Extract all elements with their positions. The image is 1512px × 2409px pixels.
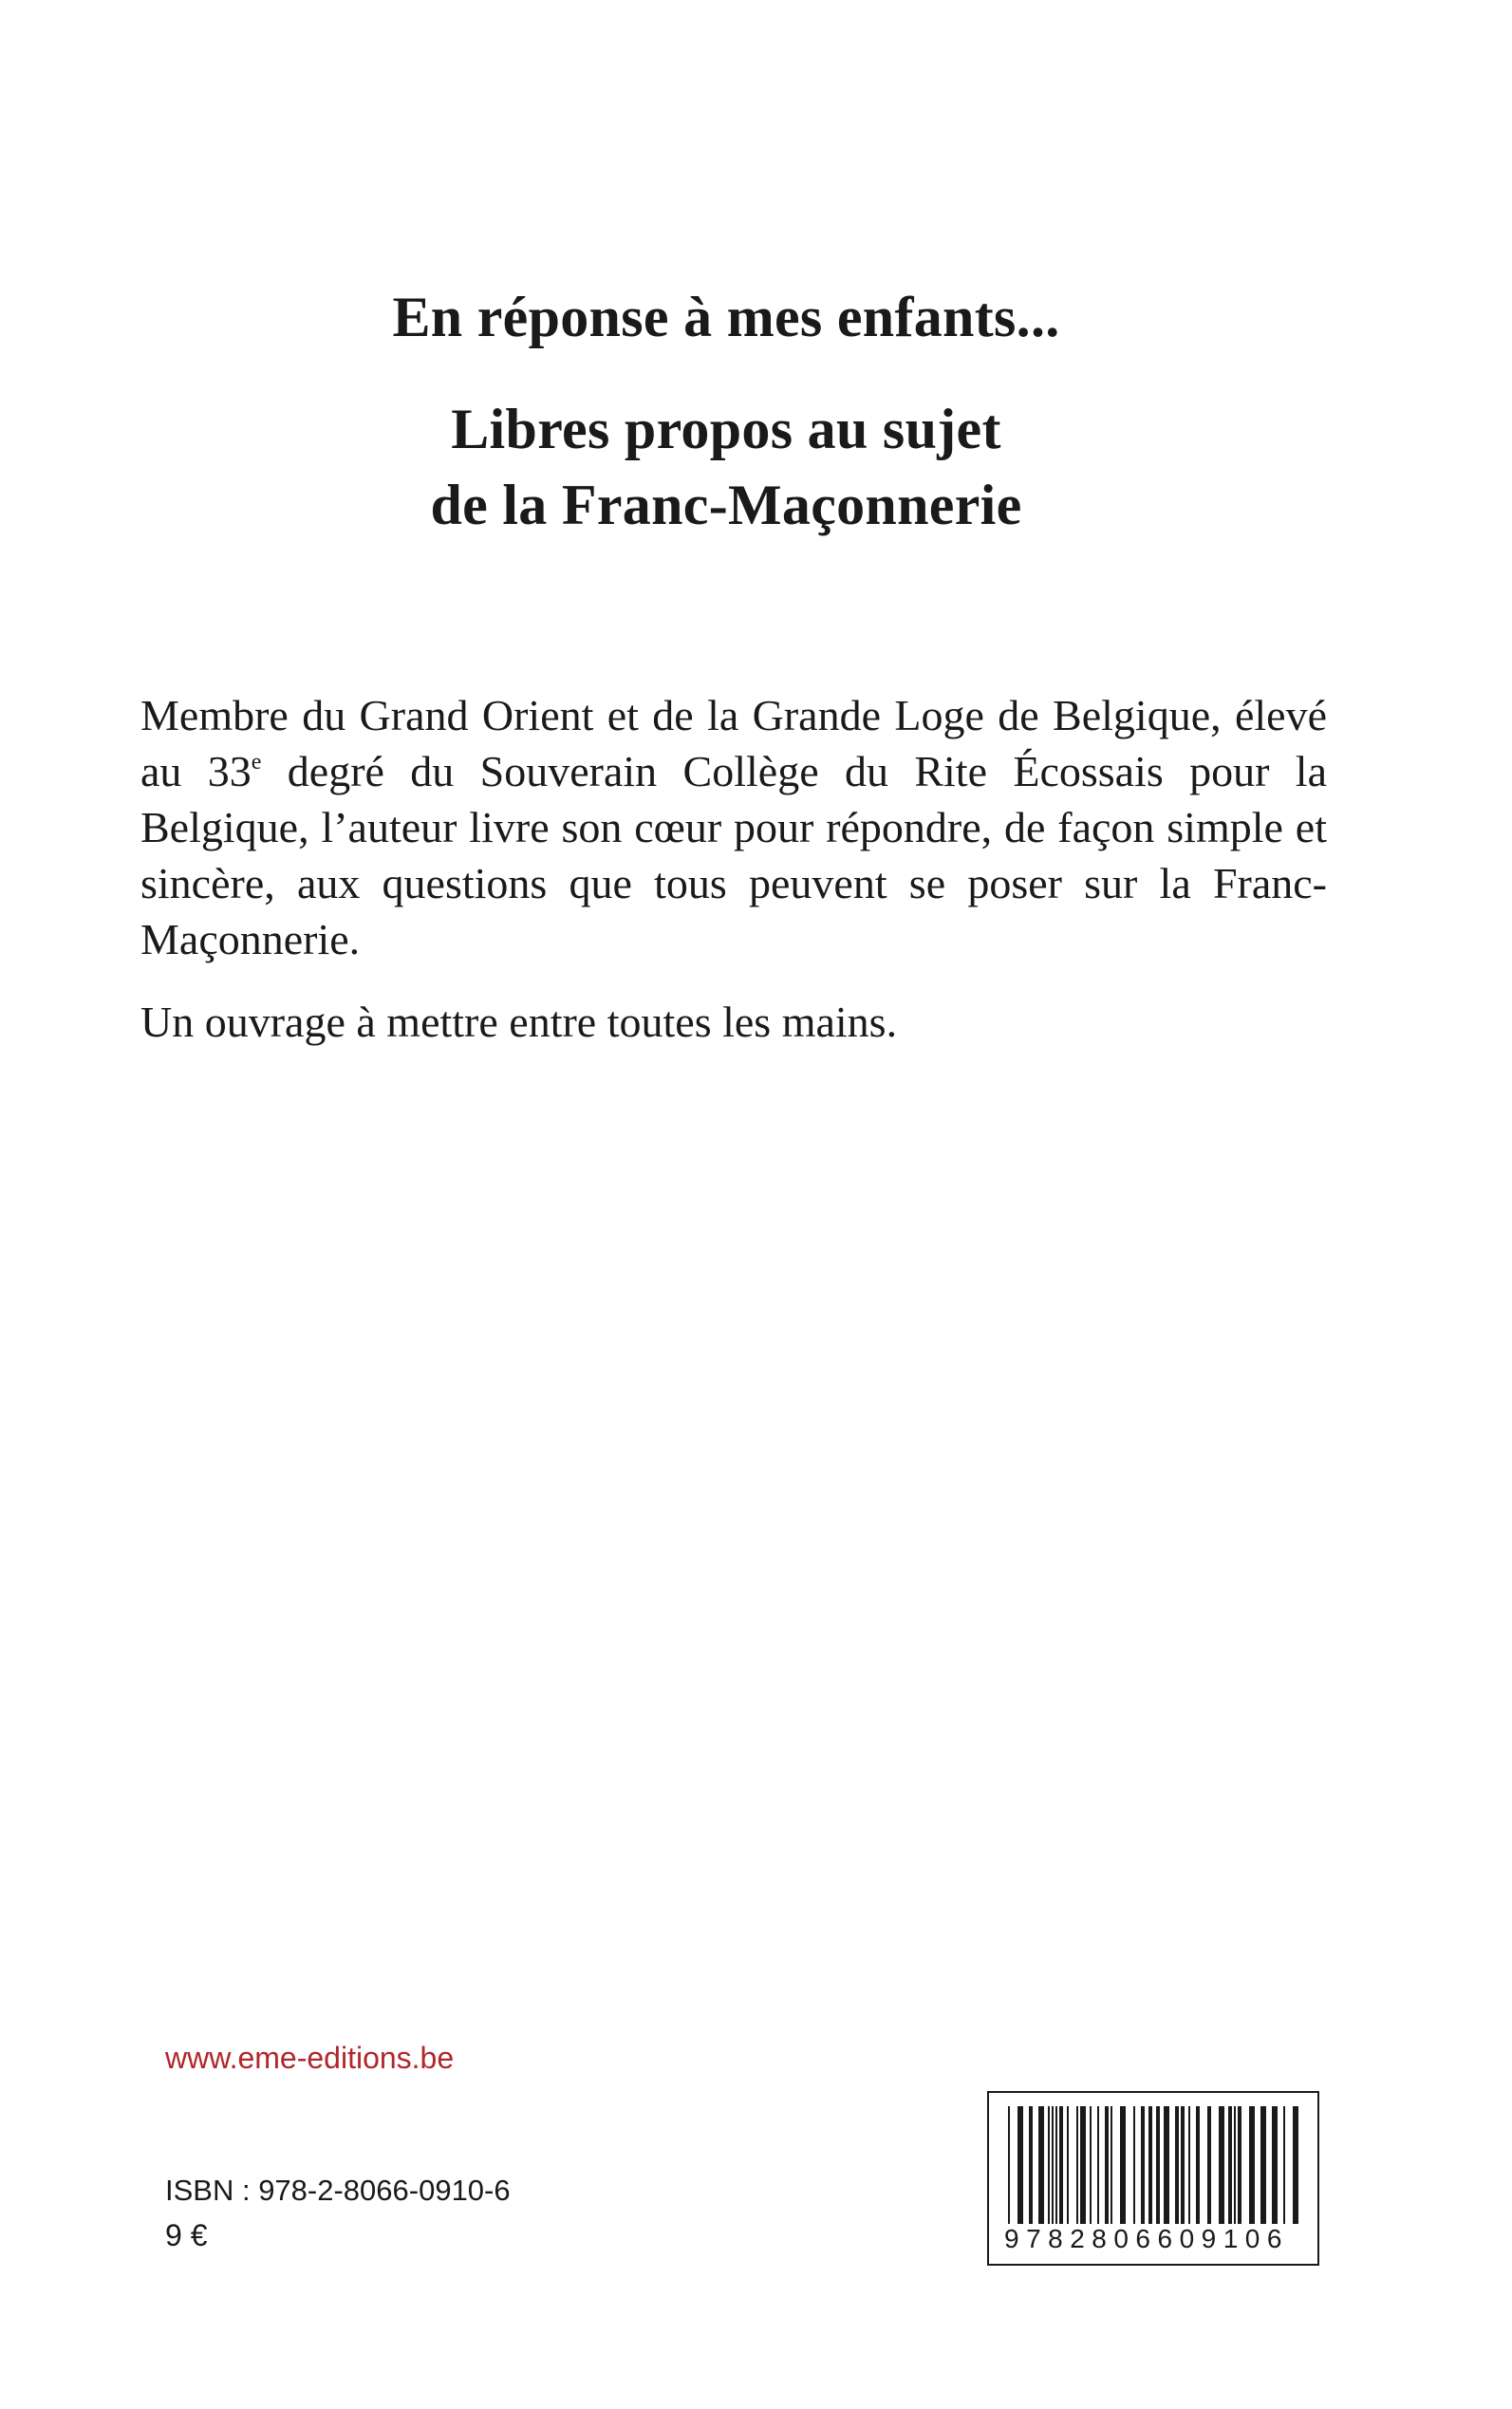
barcode-bar (1141, 2106, 1145, 2224)
barcode-bar (1181, 2106, 1185, 2224)
title-line-2: Libres propos au sujet (451, 398, 1001, 460)
barcode-bar (1017, 2106, 1023, 2224)
barcode-digits: 9782806609106 (1004, 2224, 1289, 2253)
barcode (987, 2091, 1319, 2266)
blurb-text-start: Membre du Grand Orient et de la Grande Loge de Belgique, élevé au 33 (140, 691, 1327, 795)
title-line-3: de la Franc-Maçonnerie (430, 474, 1022, 536)
barcode-bar (1090, 2106, 1092, 2224)
barcode-bar (1048, 2106, 1050, 2224)
barcode-bar (1029, 2106, 1033, 2224)
barcode-bar (1059, 2106, 1063, 2224)
barcode-bar (1133, 2106, 1135, 2224)
barcode-bar (1249, 2106, 1255, 2224)
barcode-bar (1175, 2106, 1179, 2224)
barcode-bar (1111, 2106, 1112, 2224)
barcode-bar (1293, 2106, 1298, 2224)
barcode-bar (1080, 2106, 1086, 2224)
barcode-bar (1052, 2106, 1054, 2224)
barcode-bar (1188, 2106, 1190, 2224)
barcode-bar (1055, 2106, 1057, 2224)
barcode-bar (1196, 2106, 1200, 2224)
barcode-bar (1260, 2106, 1266, 2224)
barcode-bar (1164, 2106, 1169, 2224)
barcode-bar (1228, 2106, 1232, 2224)
barcode-bar (1008, 2106, 1010, 2224)
barcode-bar (1148, 2106, 1152, 2224)
blurb-text-end: degré du Souverain Collège du Rite Écossais pour la Belgique, l’auteur livre son cœur pour répondre, de façon simple et sincère, aux questions que tous peuvent se poser sur la Franc-Maçonnerie. (140, 747, 1327, 963)
barcode-bar (1156, 2106, 1160, 2224)
barcode-bar (1067, 2106, 1069, 2224)
barcode-bar (1076, 2106, 1078, 2224)
title-line-1: En réponse à mes enfants... (392, 286, 1060, 348)
barcode-bar (1238, 2106, 1241, 2224)
isbn-number: ISBN : 978-2-8066-0910-6 (165, 2174, 511, 2207)
barcode-bar (1038, 2106, 1044, 2224)
publisher-website-link[interactable]: www.eme-editions.be (165, 2041, 455, 2075)
blurb-paragraph-2: Un ouvrage à mettre entre toutes les mains. (140, 998, 898, 1046)
price: 9 € (165, 2218, 208, 2252)
barcode-bar (1219, 2106, 1224, 2224)
barcode-bar (1105, 2106, 1109, 2224)
barcode-bar (1272, 2106, 1278, 2224)
barcode-bar (1120, 2106, 1126, 2224)
barcode-bars-icon (1008, 2106, 1298, 2224)
blurb-paragraph-1 (140, 687, 1327, 967)
degree-superscript: e (251, 750, 262, 775)
barcode-bar (1283, 2106, 1285, 2224)
barcode-bar (1207, 2106, 1211, 2224)
barcode-bar (1097, 2106, 1099, 2224)
barcode-bar (1234, 2106, 1236, 2224)
